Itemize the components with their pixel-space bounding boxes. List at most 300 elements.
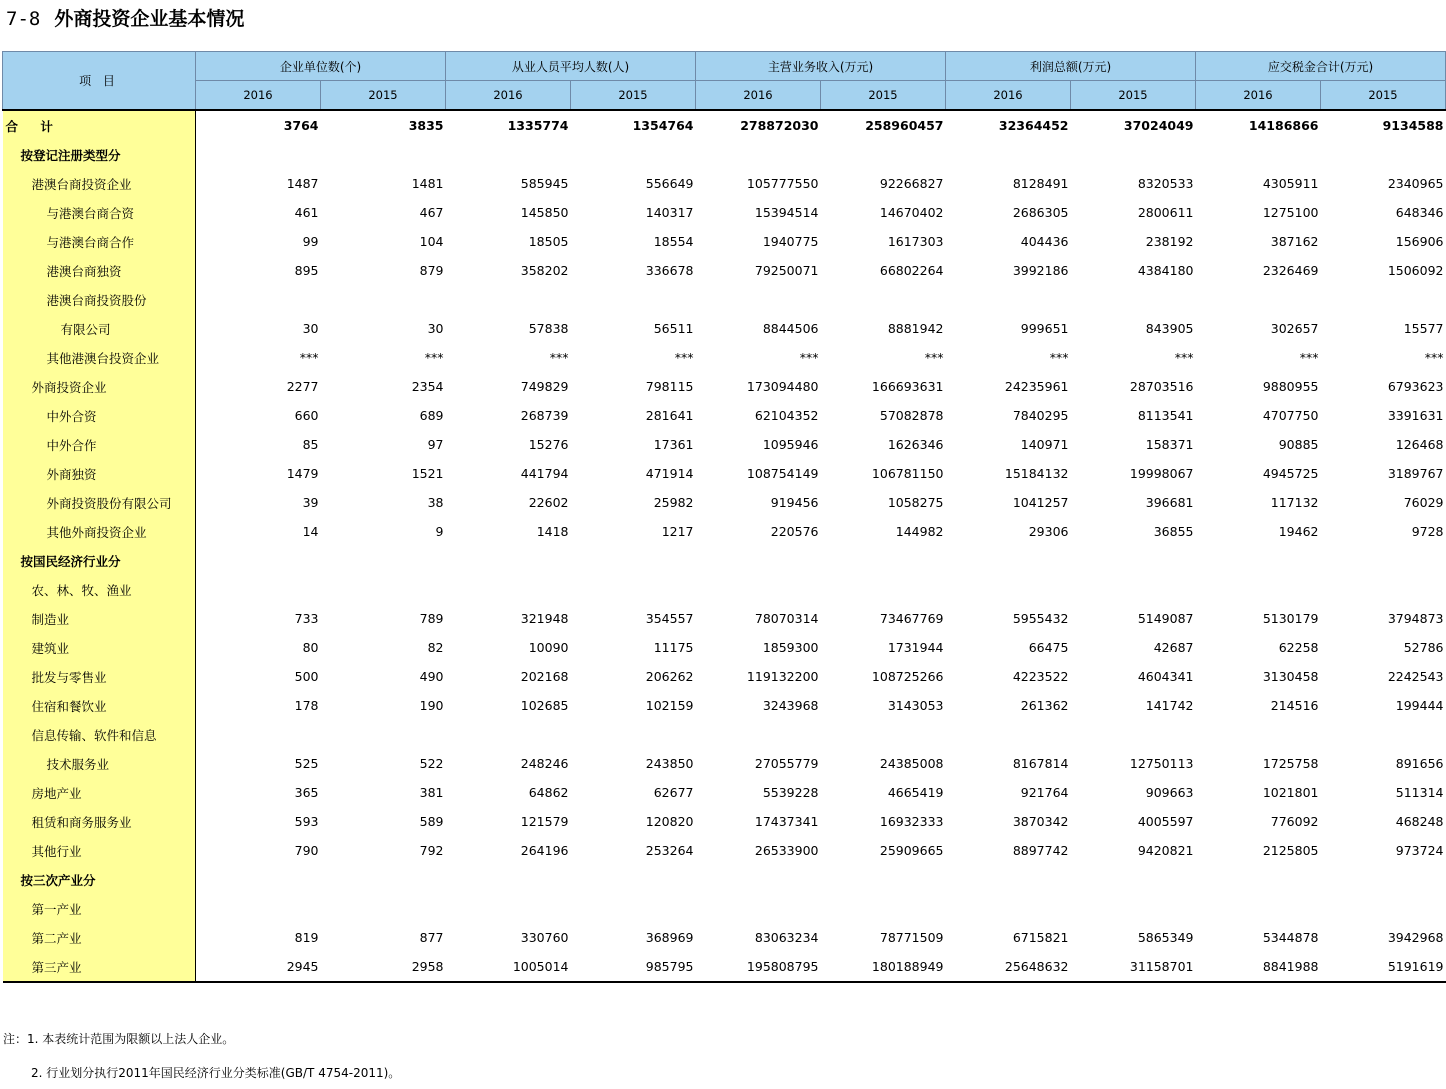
table-cell	[821, 720, 946, 749]
table-cell	[1071, 575, 1196, 604]
table-cell: 1354764	[571, 110, 696, 140]
table-cell: 4223522	[1012, 669, 1069, 684]
table-cell: 62104352	[754, 408, 819, 423]
table-cell	[321, 575, 446, 604]
row-label: 合 计	[3, 110, 196, 140]
row-label: 与港澳台商合资	[3, 198, 196, 227]
table-cell: 879	[419, 263, 444, 278]
table-cell: 461	[294, 205, 319, 220]
table-cell: 25982	[653, 495, 694, 510]
table-cell: 166693631	[871, 379, 944, 394]
table-cell: 180188949	[821, 952, 946, 982]
table-cell: 4005597	[1137, 814, 1194, 829]
table-cell: 24235961	[1004, 379, 1069, 394]
row-label: 其他港澳台投资企业	[3, 343, 196, 372]
table-cell: 877	[419, 930, 444, 945]
table-cell	[946, 894, 1071, 923]
table-cell: 30	[302, 321, 319, 336]
year-header: 2016	[446, 81, 571, 111]
table-cell: 4384180	[1137, 263, 1194, 278]
table-cell: 195808795	[696, 952, 821, 982]
footnote: 2. 行业划分执行2011年国民经济行业分类标准(GB/T 4754-2011)。	[31, 1066, 401, 1080]
table-cell: 12750113	[1129, 756, 1194, 771]
table-cell: 1418	[536, 524, 569, 539]
table-cell: 2686305	[1012, 205, 1069, 220]
table-cell	[1196, 894, 1321, 923]
table-cell: 121579	[520, 814, 569, 829]
table-cell	[196, 546, 321, 575]
data-table	[2, 51, 1446, 983]
table-cell: 8128491	[1012, 176, 1069, 191]
row-label: 中外合资	[3, 401, 196, 430]
table-cell: 36855	[1153, 524, 1194, 539]
table-row	[3, 488, 1446, 517]
table-row	[3, 575, 1446, 604]
table-cell: 1521	[411, 466, 444, 481]
table-cell: 126468	[1395, 437, 1444, 452]
table-cell	[1071, 546, 1196, 575]
row-label: 按国民经济行业分	[3, 546, 196, 575]
table-cell: 985795	[571, 952, 696, 982]
table-cell: 3189767	[1387, 466, 1444, 481]
table-cell	[446, 894, 571, 923]
table-cell: 9728	[1411, 524, 1444, 539]
table-cell: 220576	[770, 524, 819, 539]
table-row	[3, 110, 1446, 140]
year-header: 2015	[321, 81, 446, 111]
table-cell: 4305911	[1262, 176, 1319, 191]
table-cell: 3764	[196, 110, 321, 140]
row-label: 有限公司	[3, 314, 196, 343]
row-label: 第二产业	[3, 923, 196, 952]
table-cell: 27055779	[754, 756, 819, 771]
row-label: 租赁和商务服务业	[3, 807, 196, 836]
table-cell	[321, 285, 446, 314]
year-header: 2016	[696, 81, 821, 111]
table-cell	[446, 285, 571, 314]
table-cell: 1506092	[1387, 263, 1444, 278]
row-label: 第一产业	[3, 894, 196, 923]
table-cell: 278872030	[696, 110, 821, 140]
table-cell	[321, 546, 446, 575]
table-row	[3, 517, 1446, 546]
table-cell: 25909665	[879, 843, 944, 858]
table-cell: 792	[419, 843, 444, 858]
table-cell	[1071, 894, 1196, 923]
table-cell: 18505	[528, 234, 569, 249]
table-row	[3, 778, 1446, 807]
table-cell: 511314	[1395, 785, 1444, 800]
table-cell: 1479	[286, 466, 319, 481]
year-header: 2016	[946, 81, 1071, 111]
table-cell	[1321, 865, 1446, 894]
table-cell	[196, 140, 321, 169]
table-cell	[1321, 546, 1446, 575]
table-cell: 1487	[286, 176, 319, 191]
table-cell	[1321, 285, 1446, 314]
table-cell: 387162	[1270, 234, 1319, 249]
row-label: 农、林、牧、渔业	[3, 575, 196, 604]
table-row	[3, 198, 1446, 227]
table-row	[3, 604, 1446, 633]
table-cell	[696, 546, 821, 575]
table-cell: 381	[419, 785, 444, 800]
table-cell: 1021801	[1262, 785, 1319, 800]
table-cell: 1058275	[887, 495, 944, 510]
table-cell: 52786	[1403, 640, 1444, 655]
table-cell: 102159	[645, 698, 694, 713]
row-label: 外商投资股份有限公司	[3, 488, 196, 517]
table-row	[3, 952, 1446, 982]
table-cell	[946, 575, 1071, 604]
table-cell: 108725266	[871, 669, 944, 684]
table-cell: 140971	[1020, 437, 1069, 452]
table-cell	[446, 546, 571, 575]
table-cell: 57838	[528, 321, 569, 336]
table-cell: 73467769	[879, 611, 944, 626]
table-cell: 5130179	[1262, 611, 1319, 626]
table-cell	[821, 546, 946, 575]
table-cell: 206262	[645, 669, 694, 684]
table-cell: 909663	[1145, 785, 1194, 800]
table-cell: 15276	[528, 437, 569, 452]
table-cell: 140317	[645, 205, 694, 220]
table-cell: ***	[1174, 350, 1194, 365]
table-cell: 16932333	[879, 814, 944, 829]
table-row	[3, 691, 1446, 720]
item-column-header: 项 目	[3, 52, 196, 111]
table-cell: 248246	[520, 756, 569, 771]
table-cell: 5865349	[1137, 930, 1194, 945]
row-label: 与港澳台商合作	[3, 227, 196, 256]
table-cell: 3143053	[887, 698, 944, 713]
table-cell: 2125805	[1262, 843, 1319, 858]
table-cell: 2945	[196, 952, 321, 982]
group-header-taxes: 应交税金合计(万元)	[1196, 52, 1446, 81]
table-cell: 144982	[895, 524, 944, 539]
year-header: 2015	[571, 81, 696, 111]
table-cell: 819	[294, 930, 319, 945]
table-cell: 404436	[1020, 234, 1069, 249]
table-cell: 1275100	[1262, 205, 1319, 220]
table-cell: 522	[419, 756, 444, 771]
table-cell: 156906	[1395, 234, 1444, 249]
table-cell: 18554	[653, 234, 694, 249]
table-cell: 3835	[321, 110, 446, 140]
table-cell: 78070314	[754, 611, 819, 626]
table-cell: 102685	[520, 698, 569, 713]
table-cell: 6715821	[1012, 930, 1069, 945]
table-cell: 358202	[520, 263, 569, 278]
table-cell	[321, 894, 446, 923]
table-cell	[946, 865, 1071, 894]
table-cell	[696, 575, 821, 604]
table-cell: 62677	[653, 785, 694, 800]
table-cell: 5539228	[762, 785, 819, 800]
row-label: 建筑业	[3, 633, 196, 662]
table-cell: 6793623	[1387, 379, 1444, 394]
table-cell: ***	[674, 350, 694, 365]
table-row	[3, 894, 1446, 923]
table-cell	[1196, 720, 1321, 749]
table-cell: 1335774	[446, 110, 571, 140]
table-cell: 22602	[528, 495, 569, 510]
table-cell	[196, 575, 321, 604]
table-cell	[1071, 865, 1196, 894]
table-cell: 4707750	[1262, 408, 1319, 423]
table-cell: 5191619	[1321, 952, 1446, 982]
table-cell	[821, 894, 946, 923]
table-cell: 330760	[520, 930, 569, 945]
table-cell: 243850	[645, 756, 694, 771]
table-cell	[946, 285, 1071, 314]
table-cell: 5955432	[1012, 611, 1069, 626]
group-header-employees: 从业人员平均人数(人)	[446, 52, 696, 81]
table-cell: 490	[419, 669, 444, 684]
row-label: 港澳台商投资企业	[3, 169, 196, 198]
table-cell: 589	[419, 814, 444, 829]
table-cell	[821, 575, 946, 604]
table-cell: 202168	[520, 669, 569, 684]
table-row	[3, 343, 1446, 372]
table-cell: 14186866	[1196, 110, 1321, 140]
table-cell: 1481	[411, 176, 444, 191]
table-cell: 15577	[1403, 321, 1444, 336]
table-cell: 29306	[1028, 524, 1069, 539]
table-cell	[1321, 720, 1446, 749]
table-cell: 354557	[645, 611, 694, 626]
table-cell: 2277	[286, 379, 319, 394]
table-cell: 1217	[661, 524, 694, 539]
table-cell: 90885	[1278, 437, 1319, 452]
table-cell: 365	[294, 785, 319, 800]
table-cell: 15394514	[754, 205, 819, 220]
table-cell: 92266827	[879, 176, 944, 191]
table-cell: 593	[294, 814, 319, 829]
table-cell: 57082878	[879, 408, 944, 423]
table-cell	[571, 720, 696, 749]
footnote: 注：1. 本表统计范围为限额以上法人企业。	[3, 1032, 235, 1046]
table-cell	[821, 285, 946, 314]
table-cell: 3992186	[1012, 263, 1069, 278]
table-cell: 8113541	[1137, 408, 1194, 423]
table-row	[3, 923, 1446, 952]
table-cell: 5344878	[1262, 930, 1319, 945]
table-row	[3, 720, 1446, 749]
page-title	[6, 4, 244, 34]
table-cell	[446, 865, 571, 894]
table-cell: 56511	[653, 321, 694, 336]
table-cell: 105777550	[746, 176, 819, 191]
table-cell: 648346	[1395, 205, 1444, 220]
table-cell: 19462	[1278, 524, 1319, 539]
table-cell: 556649	[645, 176, 694, 191]
table-cell: 789	[419, 611, 444, 626]
table-cell: 790	[294, 843, 319, 858]
table-cell: 9880955	[1262, 379, 1319, 394]
table-cell: 3794873	[1387, 611, 1444, 626]
table-cell: 3870342	[1012, 814, 1069, 829]
table-cell	[1071, 140, 1196, 169]
table-cell: 4665419	[887, 785, 944, 800]
table-cell	[696, 140, 821, 169]
table-cell: 173094480	[746, 379, 819, 394]
table-row	[3, 749, 1446, 778]
table-cell	[196, 285, 321, 314]
table-cell: 749829	[520, 379, 569, 394]
table-row	[3, 836, 1446, 865]
table-row	[3, 401, 1446, 430]
row-label: 按三次产业分	[3, 865, 196, 894]
table-cell: 7840295	[1012, 408, 1069, 423]
table-cell: ***	[1424, 350, 1444, 365]
table-cell: 1041257	[1012, 495, 1069, 510]
table-cell: 19998067	[1129, 466, 1194, 481]
table-row	[3, 807, 1446, 836]
table-cell: 62258	[1278, 640, 1319, 655]
table-cell: 1859300	[762, 640, 819, 655]
table-cell: 238192	[1145, 234, 1194, 249]
table-cell	[571, 575, 696, 604]
table-cell: 76029	[1403, 495, 1444, 510]
table-cell: 2340965	[1387, 176, 1444, 191]
table-row	[3, 865, 1446, 894]
table-cell: 42687	[1153, 640, 1194, 655]
row-label: 外商投资企业	[3, 372, 196, 401]
table-cell: 106781150	[871, 466, 944, 481]
table-cell: 468248	[1395, 814, 1444, 829]
table-cell: 83063234	[754, 930, 819, 945]
table-cell: 37024049	[1071, 110, 1196, 140]
table-cell: 32364452	[946, 110, 1071, 140]
table-cell	[1321, 894, 1446, 923]
table-cell: 66802264	[879, 263, 944, 278]
table-cell	[1071, 285, 1196, 314]
table-cell	[321, 140, 446, 169]
table-cell	[696, 865, 821, 894]
table-cell: 258960457	[821, 110, 946, 140]
table-cell: ***	[924, 350, 944, 365]
table-cell: 689	[419, 408, 444, 423]
table-cell: 3942968	[1387, 930, 1444, 945]
table-cell	[1071, 720, 1196, 749]
table-cell	[1196, 140, 1321, 169]
table-cell	[946, 720, 1071, 749]
row-label: 其他行业	[3, 836, 196, 865]
table-cell: 467	[419, 205, 444, 220]
table-cell: 973724	[1395, 843, 1444, 858]
table-cell	[696, 720, 821, 749]
table-cell: 471914	[645, 466, 694, 481]
row-label: 房地产业	[3, 778, 196, 807]
table-cell: 31158701	[1071, 952, 1196, 982]
table-cell: ***	[1299, 350, 1319, 365]
table-cell: 17437341	[754, 814, 819, 829]
table-cell: 281641	[645, 408, 694, 423]
table-cell: 3391631	[1387, 408, 1444, 423]
table-cell	[571, 894, 696, 923]
table-cell: 14	[302, 524, 319, 539]
table-row	[3, 169, 1446, 198]
table-cell	[446, 575, 571, 604]
table-cell: 99	[302, 234, 319, 249]
table-cell: 1725758	[1262, 756, 1319, 771]
table-cell: 199444	[1395, 698, 1444, 713]
table-cell	[821, 865, 946, 894]
table-body	[3, 110, 1446, 982]
table-cell: 38	[427, 495, 444, 510]
table-cell: 895	[294, 263, 319, 278]
table-cell: 733	[294, 611, 319, 626]
year-header: 2016	[1196, 81, 1321, 111]
table-cell: 368969	[645, 930, 694, 945]
table-cell	[1196, 546, 1321, 575]
table-cell: 85	[302, 437, 319, 452]
table-row	[3, 140, 1446, 169]
table-cell	[446, 720, 571, 749]
table-number: 7-8	[6, 8, 41, 30]
group-header-units: 企业单位数(个)	[196, 52, 446, 81]
table-cell: 214516	[1270, 698, 1319, 713]
table-row	[3, 546, 1446, 575]
table-cell: 336678	[645, 263, 694, 278]
row-label: 批发与零售业	[3, 662, 196, 691]
table-cell	[571, 285, 696, 314]
table-row	[3, 314, 1446, 343]
table-cell	[321, 865, 446, 894]
table-cell: 660	[294, 408, 319, 423]
table-header	[3, 52, 1446, 111]
table-cell	[1196, 865, 1321, 894]
table-cell: ***	[424, 350, 444, 365]
table-cell	[196, 720, 321, 749]
table-cell: 25648632	[946, 952, 1071, 982]
table-cell	[1321, 575, 1446, 604]
table-cell: 15184132	[1004, 466, 1069, 481]
table-cell	[196, 894, 321, 923]
table-cell: 8841988	[1196, 952, 1321, 982]
table-cell: 8167814	[1012, 756, 1069, 771]
table-cell: 28703516	[1129, 379, 1194, 394]
table-cell: 145850	[520, 205, 569, 220]
row-label: 第三产业	[3, 952, 196, 982]
table-cell: 1940775	[762, 234, 819, 249]
table-cell	[571, 546, 696, 575]
table-cell: 141742	[1145, 698, 1194, 713]
year-header: 2015	[1071, 81, 1196, 111]
table-cell	[196, 865, 321, 894]
table-cell: 500	[294, 669, 319, 684]
table-cell: 11175	[653, 640, 694, 655]
table-cell	[696, 285, 821, 314]
table-cell	[571, 140, 696, 169]
table-cell: 1005014	[446, 952, 571, 982]
table-cell: 39	[302, 495, 319, 510]
table-cell: 1731944	[887, 640, 944, 655]
table-cell	[446, 140, 571, 169]
table-cell: 8897742	[1012, 843, 1069, 858]
table-cell	[1196, 285, 1321, 314]
table-cell: ***	[1049, 350, 1069, 365]
table-cell: 30	[427, 321, 444, 336]
table-cell: 2326469	[1262, 263, 1319, 278]
table-cell: 264196	[520, 843, 569, 858]
row-label: 按登记注册类型分	[3, 140, 196, 169]
table-row	[3, 285, 1446, 314]
row-label: 外商独资	[3, 459, 196, 488]
table-cell: 1626346	[887, 437, 944, 452]
table-cell	[946, 140, 1071, 169]
